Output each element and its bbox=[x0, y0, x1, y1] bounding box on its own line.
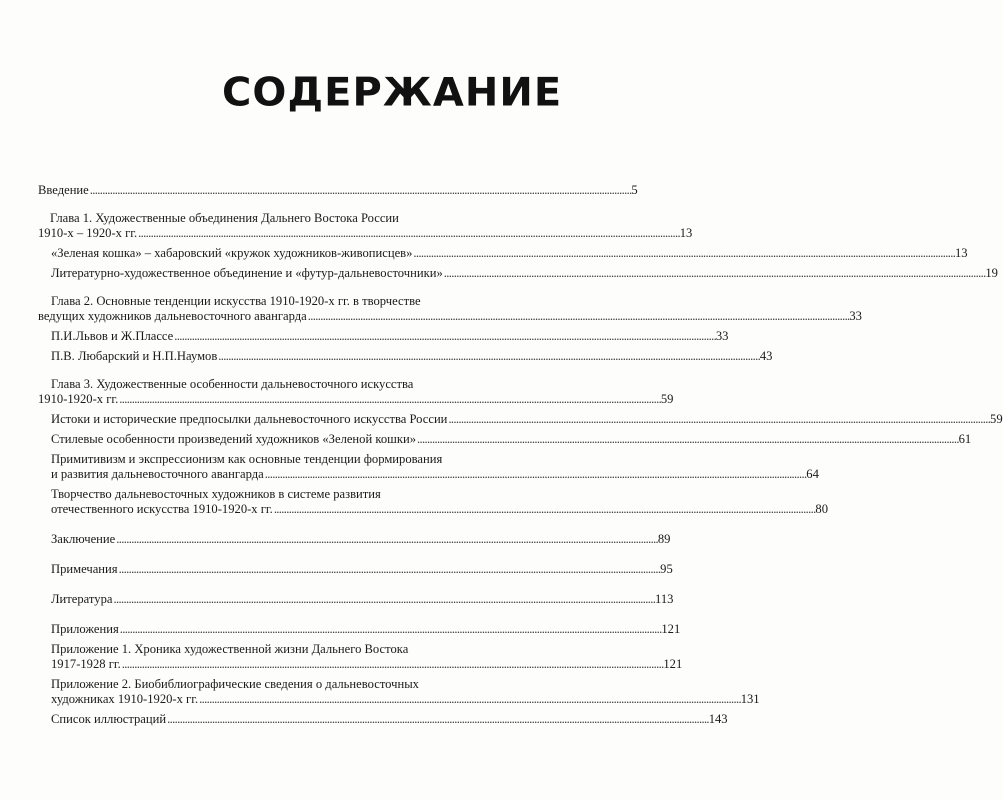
toc-page-number: 13 bbox=[955, 246, 968, 260]
toc-page-number: 5 bbox=[631, 183, 638, 197]
toc-entry-appendix-2[interactable] bbox=[38, 677, 760, 707]
toc-page-number: 64 bbox=[806, 467, 819, 481]
toc-entry-style-features[interactable] bbox=[38, 432, 972, 447]
toc-entry-literature[interactable] bbox=[38, 592, 674, 607]
toc-page-number: 43 bbox=[759, 349, 773, 363]
toc-entry-title-line-2: 1910-1920-х гг. bbox=[38, 392, 119, 406]
page-title: СОДЕРЖАНИЕ bbox=[222, 70, 563, 116]
dot-leader bbox=[119, 392, 660, 407]
toc-entry-chapter-1[interactable] bbox=[38, 211, 693, 241]
toc-entry-illustrations[interactable] bbox=[38, 712, 728, 727]
toc-page-number: 143 bbox=[708, 712, 728, 726]
toc-entry-title: П.В. Любарский и Н.П.Наумов bbox=[51, 349, 218, 363]
toc-entry-title-line-2: отечественного искусства 1910-1920-х гг. bbox=[51, 502, 273, 516]
toc-entry-chapter-2[interactable] bbox=[38, 294, 862, 324]
toc-entry-green-cat[interactable] bbox=[38, 246, 968, 261]
toc-entry-primitivism[interactable] bbox=[38, 452, 819, 482]
toc-entry-national-art[interactable] bbox=[38, 487, 828, 517]
toc-entry-title-line-2: и развития дальневосточного авангарда bbox=[51, 467, 264, 481]
toc-entry-title-line-1: Глава 1. Художественные объединения Дальнего Востока России bbox=[50, 211, 399, 225]
toc-page-number: 89 bbox=[657, 532, 671, 546]
toc-entry-conclusion[interactable] bbox=[38, 532, 671, 547]
toc-entry-title-line-1: Приложение 1. Хроника художественной жизни Дальнего Востока bbox=[51, 642, 409, 656]
dot-leader bbox=[122, 657, 663, 672]
toc-entry-title: «Зеленая кошка» – хабаровский «кружок художников-живописцев» bbox=[51, 246, 413, 260]
dot-leader bbox=[138, 226, 679, 241]
toc-entry-title: Заключение bbox=[51, 532, 116, 546]
dot-leader bbox=[413, 246, 954, 261]
toc-entry-title: Стилевые особенности произведений художников «Зеленой кошки» bbox=[51, 432, 416, 446]
dot-leader bbox=[444, 266, 985, 281]
toc-entry-appendices[interactable] bbox=[38, 622, 681, 637]
toc-page-number: 61 bbox=[958, 432, 972, 446]
toc-entry-chapter-3[interactable] bbox=[38, 377, 674, 407]
dot-leader bbox=[120, 622, 661, 637]
toc-entry-introduction[interactable] bbox=[38, 183, 638, 198]
toc-page-number: 95 bbox=[660, 562, 673, 576]
toc-entry-title-line-2: 1917-1928 гг. bbox=[51, 657, 121, 671]
toc-page-number: 33 bbox=[715, 329, 729, 343]
toc-entry-title-line-2: ведущих художников дальневосточного авангарда bbox=[38, 309, 307, 323]
toc-page-number: 13 bbox=[679, 226, 693, 240]
table-of-contents bbox=[38, 183, 1003, 732]
toc-page-number: 121 bbox=[663, 657, 683, 671]
toc-entry-title: Примечания bbox=[51, 562, 118, 576]
dot-leader bbox=[448, 412, 989, 427]
dot-leader bbox=[90, 183, 631, 198]
toc-entry-lvov-plasse[interactable] bbox=[38, 329, 729, 344]
toc-entry-title: Список иллюстраций bbox=[51, 712, 167, 726]
toc-entry-title-line-1: Приложение 2. Биобиблиографические сведения о дальневосточных bbox=[51, 677, 419, 691]
dot-leader bbox=[113, 592, 654, 607]
toc-page-number: 33 bbox=[849, 309, 862, 323]
toc-entry-notes[interactable] bbox=[38, 562, 673, 577]
toc-entry-title-line-2: 1910-х – 1920-х гг. bbox=[38, 226, 138, 240]
toc-page-number: 19 bbox=[985, 266, 998, 280]
toc-page-number: 113 bbox=[655, 592, 674, 606]
toc-page-number: 59 bbox=[660, 392, 674, 406]
toc-entry-title: Литература bbox=[51, 592, 113, 606]
dot-leader bbox=[167, 712, 708, 727]
toc-entry-title-line-2: художниках 1910-1920-х гг. bbox=[51, 692, 199, 706]
dot-leader bbox=[116, 532, 657, 547]
dot-leader bbox=[417, 432, 958, 447]
dot-leader bbox=[199, 692, 740, 707]
toc-entry-lyubarsky-naumov[interactable] bbox=[38, 349, 773, 364]
toc-entry-title: Приложения bbox=[51, 622, 119, 636]
dot-leader bbox=[274, 502, 815, 517]
dot-leader bbox=[265, 467, 806, 482]
toc-entry-title: Введение bbox=[38, 183, 89, 197]
dot-leader bbox=[174, 329, 715, 344]
toc-page-number: 131 bbox=[740, 692, 760, 706]
toc-entry-origins[interactable] bbox=[38, 412, 1003, 427]
toc-entry-title-line-1: Глава 3. Художественные особенности дальневосточного искусства bbox=[51, 377, 414, 391]
dot-leader bbox=[119, 562, 660, 577]
toc-page-number: 121 bbox=[661, 622, 681, 636]
toc-entry-title-line-1: Глава 2. Основные тенденции искусства 1910-1920-х гг. в творчестве bbox=[51, 294, 421, 308]
dot-leader bbox=[308, 309, 849, 324]
toc-page-number: 59 bbox=[990, 412, 1003, 426]
toc-entry-title-line-1: Творчество дальневосточных художников в системе развития bbox=[51, 487, 381, 501]
toc-entry-literary-association[interactable] bbox=[38, 266, 998, 281]
toc-entry-appendix-1[interactable] bbox=[38, 642, 683, 672]
toc-entry-title: П.И.Львов и Ж.Плассе bbox=[51, 329, 174, 343]
toc-entry-title: Литературно-художественное объединение и «футур-дальневосточники» bbox=[51, 266, 443, 280]
dot-leader bbox=[218, 349, 759, 364]
toc-page-number: 80 bbox=[815, 502, 828, 516]
toc-entry-title-line-1: Примитивизм и экспрессионизм как основные тенденции формирования bbox=[51, 452, 443, 466]
toc-entry-title: Истоки и исторические предпосылки дальневосточного искусства России bbox=[51, 412, 448, 426]
